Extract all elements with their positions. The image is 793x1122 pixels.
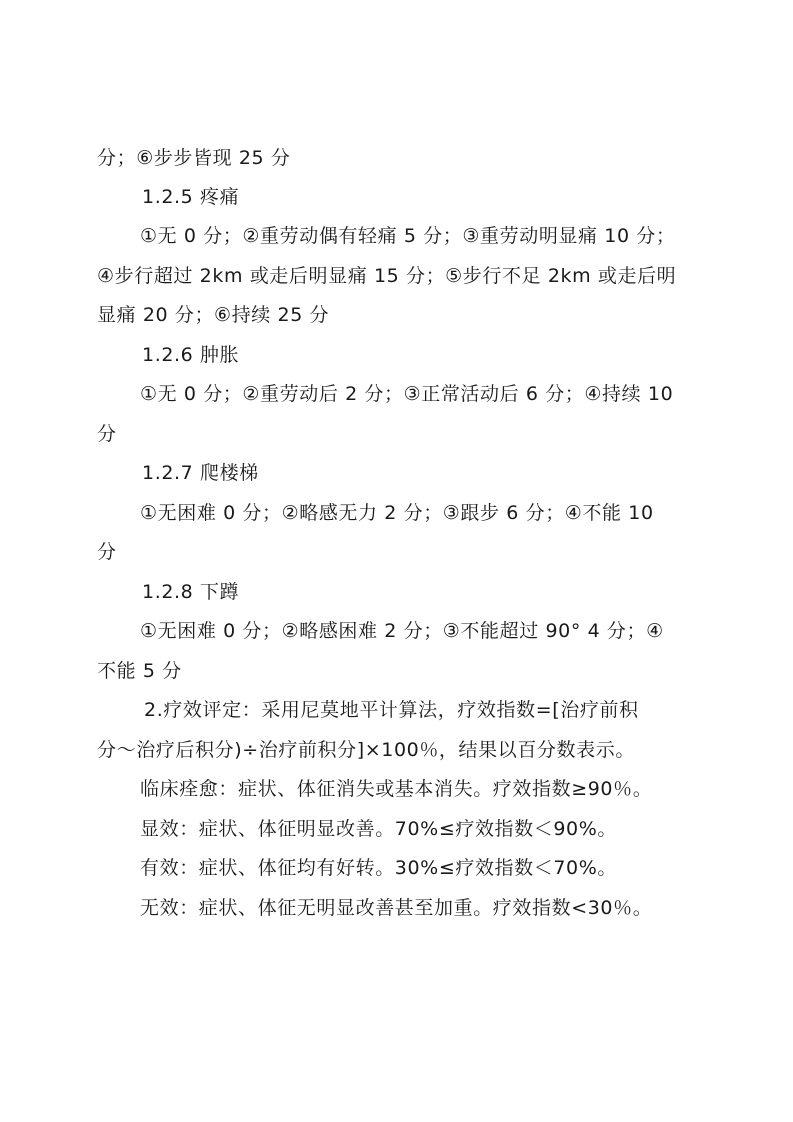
text-line: 分；⑥步步皆现 25 分 [97,147,291,169]
text-line: 显效：症状、体征明显改善。70%≤疗效指数＜90%。 [140,818,617,840]
text-line: 临床痊愈：症状、体征消失或基本消失。疗效指数≥90％。 [140,778,653,800]
section-heading: 1.2.6 肿胀 [142,344,240,366]
text-line: 不能 5 分 [97,660,182,682]
text-line: ①无困难 0 分；②略感困难 2 分；③不能超过 90° 4 分；④ [140,620,664,642]
text-line: 分～治疗后积分)÷治疗前积分]×100％，结果以百分数表示。 [97,739,635,761]
text-line: 显痛 20 分；⑥持续 25 分 [97,304,330,326]
text-line: ①无 0 分；②重劳动偶有轻痛 5 分；③重劳动明显痛 10 分； [140,225,676,247]
text-line: ①无困难 0 分；②略感无力 2 分；③跟步 6 分；④不能 10 [140,502,654,524]
section-heading: 1.2.5 疼痛 [142,186,240,208]
text-line: 无效：症状、体征无明显改善甚至加重。疗效指数<30％。 [140,897,653,919]
section-heading: 1.2.8 下蹲 [142,581,240,603]
section-heading: 1.2.7 爬楼梯 [142,462,259,484]
text-line: ①无 0 分；②重劳动后 2 分；③正常活动后 6 分；④持续 10 [140,383,674,405]
text-line: ④步行超过 2km 或走后明显痛 15 分；⑤步行不足 2km 或走后明 [97,265,677,287]
text-line: 分 [97,423,117,445]
section-heading: 2.疗效评定：采用尼莫地平计算法，疗效指数=[治疗前积 [144,699,639,721]
text-line: 分 [97,541,117,563]
text-line: 有效：症状、体征均有好转。30%≤疗效指数＜70%。 [140,857,617,879]
